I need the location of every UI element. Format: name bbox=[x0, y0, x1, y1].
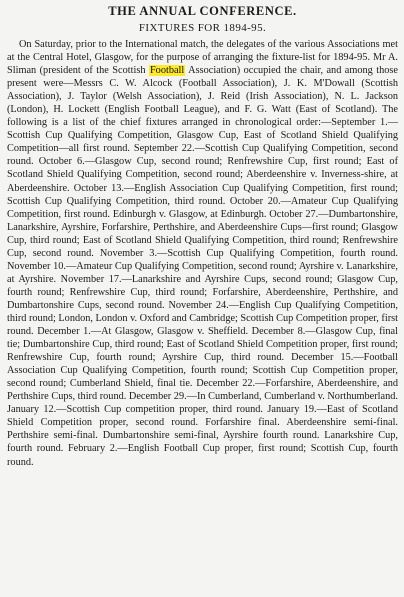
body-text-after-highlight: Association) occupied the chair, and among those present were—Messrs C. W. Alcock (Football Association), J. K. M'Dowall (Scottish Association), J. Taylor (Welsh Association), J. Reid (Irish Association), N. L. Jackson (London), H. Lockett (English Football League), and F. G. Watt (East of Scotland). The following is a list of the chief fixtures arranged in chronological order:—September 1.—Scottish Cup Qualifying Competition, Glasgow Cup, East of Scotland Shield Qualifying Competition—all first round. September 22.—Scottish Cup Qualifying Competition, second round. October 6.—Glasgow Cup, second round; Renfrewshire Cup, first round; East of Scotland Shield Qualifying Competition, second round; Aberdeenshire v. Inverness-shire, at Aberdeenshire. October 13.—English Association Cup Qualifying Competition, first round; Scottish Cup Qualifying Competition, third round. October 20.—Amateur Cup Qualifying Competition, first round. Edinburgh v. Glasgow, at Edinburgh. October 27.—Dumbartonshire, Lanarkshire, Ayrshire, Forfarshire, Perthshire, and Aberdeenshire Cups—first round; Glasgow Cup, third round; East of Scotland Shield Qualifying Competition, third round; Renfrewshire Cup, second round. November 3.—Scottish Cup Qualifying Competition, fourth round. November 10.—Amateur Cup Qualifying Competition, second round; Ayrshire v. Lanarkshire, at Ayrshire. November 17.—Lanarkshire and Ayrshire Cups, second round; Glasgow Cup, fourth round; Renfrewshire Cup, third round; Forfarshire, Aberdeenshire, Perthshire, and Dumbartonshire Cups, second round. November 24.—English Cup Qualifying Competition, third round; London, London v. Oxford and Cambridge; Scottish Cup Competition proper, first round. December 1.—At Glasgow, Glasgow v. Sheffield. December 8.—Glasgow Cup, final tie; Dumbartonshire Cup, third round; East of Scotland Shield Competition proper, first round; Renfrewshire Cup, fourth round; Ayrshire Cup, third round. December 15.—Football Association Cup Qualifying Competition, fourth round; Scottish Cup Competition proper, second round; Cumberland Shield, final tie. December 22.—Forfarshire, Aberdeenshire, and Perthshire Cups, third round. December 29.—In Cumberland, Cumberland v. Northumberland. January 12.—Scottish Cup competition proper, third round. January 19.—East of Scotland Shield Competition proper, second round. Forfarshire final. Aberdeenshire semi-final. Perthshire semi-final. Dumbartonshire semi-final, Ayrshire fourth round. Lanarkshire Cup, fourth round. February 2.—English Football Cup proper, first round; Scottish Cup, fourth round. bbox=[7, 65, 399, 468]
article-subheading: FIXTURES FOR 1894-95. bbox=[138, 22, 267, 34]
search-highlight: Football bbox=[149, 65, 185, 77]
article-heading: THE ANNUAL CONFERENCE. bbox=[108, 4, 297, 18]
body-text-before-highlight: On Saturday, prior to the International match, the delegates of the various Associations met at the Central Hotel, Glasgow, for the purpose of arranging the fixture-list for 1894-95. Mr A. Sliman (president of the Scottish bbox=[7, 39, 398, 77]
article-body bbox=[7, 38, 398, 469]
